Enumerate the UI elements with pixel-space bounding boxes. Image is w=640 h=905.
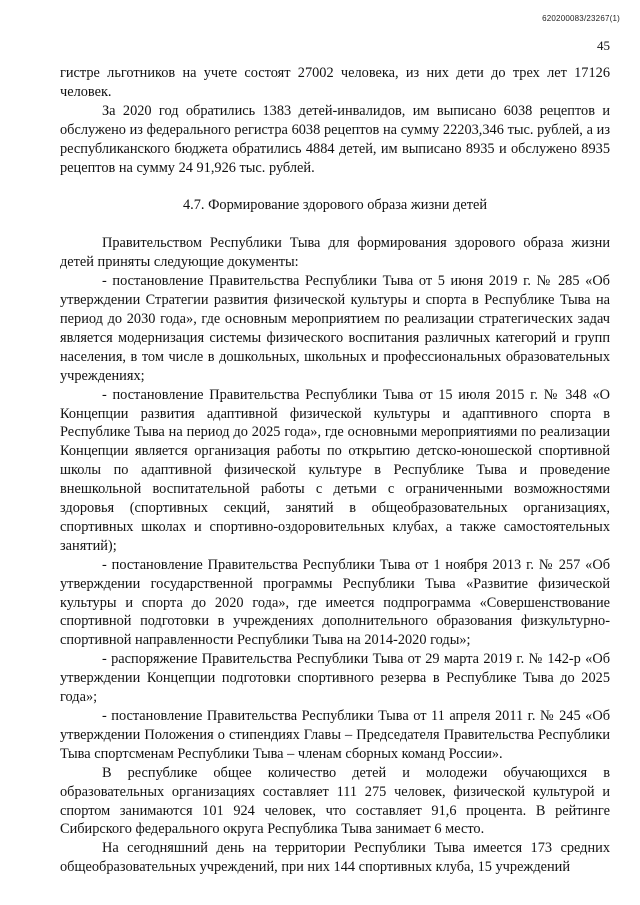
paragraph-government-documents-intro: Правительством Республики Тыва для формирования здорового образа жизни детей приняты следующие документы: — [60, 235, 610, 271]
paragraph-beneficiaries-continued: гистре льготников на учете состоят 27002 человека, из них дети до трех лет 17126 человек. — [60, 65, 610, 100]
list-item-decree-257: - постановление Правительства Республики Тыва от 1 ноября 2013 г. № 257 «Об утверждении государственной программы Республики Тыва «Развитие физической культуры и спорта до 2020 года», где имеется подпрограмма «Совершенствование спортивной подготовки в учреждениях дополнительного образования физкультурно-спортивной направленности Республики Тыва на 2014-2020 годы»; — [60, 556, 610, 649]
document-id: 620200083/23267(1) — [542, 14, 620, 23]
list-item-decree-348: - постановление Правительства Республики Тыва от 15 июля 2015 г. № 348 «О Концепции развития адаптивной физической культуры и адаптивного спорта в Республике Тыва на период до 2025 года», где основными мероприятиями по реализации Концепции является организация работы по открытию детско-юношеской спортивной школы по адаптивной физической культуре в Республике Тыва и проведение внешкольной воспитательной работы с детьми с ограниченными возможностями здоровья (спортивных секций, занятий в общеобразовательных организациях, спортивных школах и спортивно-оздоровительных клубах, а также самостоятельных занятий); — [60, 386, 610, 554]
paragraph-disabled-children-2020: За 2020 год обратились 1383 детей-инвалидов, им выписано 6038 рецептов и обслужено из федерального регистра 6038 рецептов на сумму 22203,346 тыс. рублей, а из республиканского бюджета обратились 4884 детей, им выписано 8935 и обслужено 8935 рецептов на сумму 24 91,926 тыс. рублей. — [60, 102, 610, 176]
paragraph-schools-sports-clubs: На сегодняшний день на территории Республики Тыва имеется 173 средних общеобразовательных учреждений, при них 144 спортивных клуба, 15 учреждений — [60, 840, 610, 876]
document-body — [60, 64, 610, 877]
section-heading: 4.7. Формирование здорового образа жизни детей — [182, 197, 488, 214]
list-item-decree-245: - постановление Правительства Республики Тыва от 11 апреля 2011 г. № 245 «Об утверждении Положения о стипендиях Главы – Председателя Правительства Республики Тыва спортсменам Республики Тыва – членам сборных команд России». — [60, 708, 610, 762]
page-number: 45 — [597, 38, 610, 53]
paragraph-students-sports-stats: В республике общее количество детей и молодежи обучающихся в образовательных организациях составляет 111 275 человек, физической культурой и спортом занимаются 101 924 человек, что составляет 91,6 процента. В рейтинге Сибирского федерального округа Республика Тыва занимает 6 место. — [60, 764, 610, 838]
list-item-order-142r: - распоряжение Правительства Республики Тыва от 29 марта 2019 г. № 142-р «Об утверждении Концепции подготовки спортивного резерва в Республике Тыва до 2025 года»; — [60, 651, 610, 706]
list-item-decree-285: - постановление Правительства Республики Тыва от 5 июня 2019 г. № 285 «Об утверждении Стратегии развития физической культуры и спорта в Республике Тыва на период до 2030 года», где основным мероприятием по реализации стратегических задач является модернизация системы физического воспитания различных категорий и групп населения, в том числе в дошкольных, школьных и профессиональных образовательных учреждениях; — [60, 273, 610, 384]
